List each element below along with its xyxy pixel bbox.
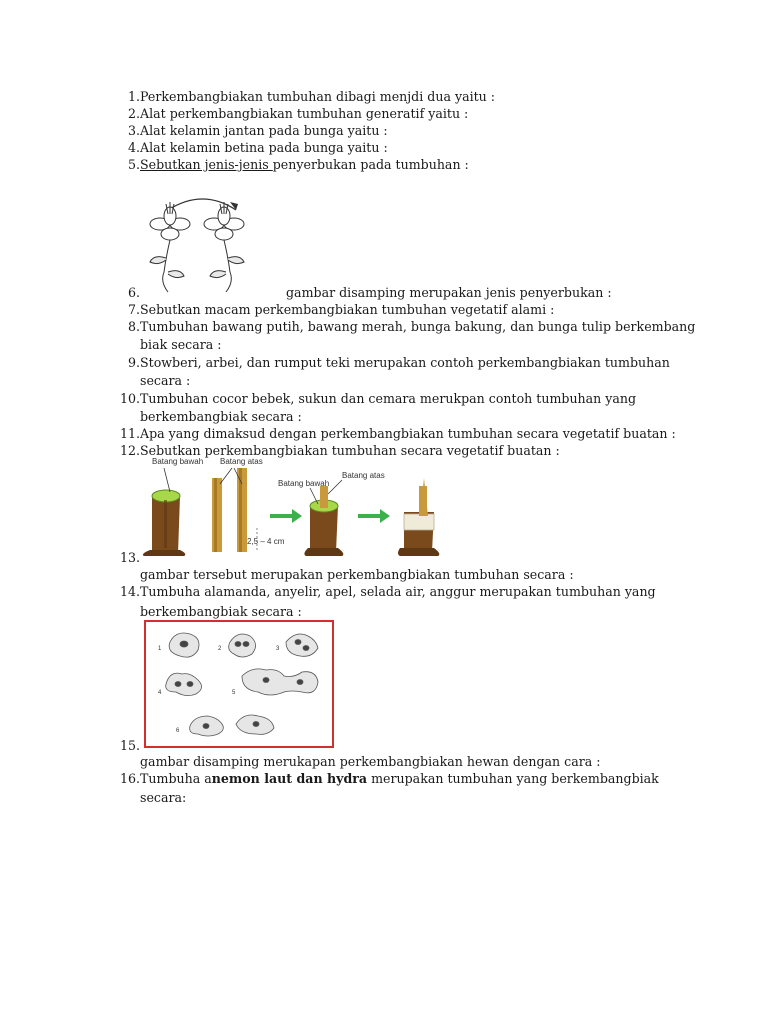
question-number: 7. <box>127 302 140 317</box>
underlined-text: Sebutkan jenis-jenis <box>140 157 273 172</box>
question-text-post: merupakan tumbuhan yang berkembangbiak <box>367 771 659 786</box>
cell-4 <box>166 673 202 695</box>
cross-pollination-figure <box>138 192 273 294</box>
question-text: Perkembangbiakan tumbuhan dibagi menjdi dua yaitu : <box>140 89 496 104</box>
step-label-4: 4 <box>158 690 162 696</box>
question-number: 6. <box>127 285 140 300</box>
question-text: Stowberi, arbei, dan rumput teki merupakan contoh perkembangbiakan tumbuhan <box>140 355 670 370</box>
question-text: Tumbuha alamanda, anyelir, apel, selada air, anggur merupakan tumbuhan yang <box>140 584 656 599</box>
question-number: 2. <box>127 106 140 121</box>
stump-2 <box>304 486 343 556</box>
stump-1 <box>143 490 185 556</box>
question-number: 16. <box>119 771 140 786</box>
question-number: 8. <box>127 319 140 334</box>
step-label-3: 3 <box>276 646 280 652</box>
step-label-2: 2 <box>218 646 222 652</box>
step-label-5: 5 <box>232 690 236 696</box>
question-number: 13. <box>119 550 140 565</box>
question-number: 11. <box>119 426 140 441</box>
question-number: 5. <box>127 157 140 172</box>
cell-5 <box>242 669 318 695</box>
question-14-continuation: berkembangbiak secara : <box>140 604 302 619</box>
question-text: Apa yang dimaksud dengan perkembangbiakan tumbuhan secara vegetatif buatan : <box>140 426 676 441</box>
question-text: Alat perkembangbiakan tumbuhan generatif yaitu : <box>140 106 469 121</box>
grafting-figure <box>142 458 452 558</box>
question-text: gambar disamping merupakan jenis penyerbukan : <box>286 285 612 300</box>
question-number: 10. <box>119 391 140 406</box>
question-text-pre: Tumbuha a <box>140 771 212 786</box>
question-16-continuation: secara: <box>140 790 187 805</box>
question-text: Alat kelamin jantan pada bunga yaitu : <box>140 123 388 138</box>
question-text: Alat kelamin betina pada bunga yaitu : <box>140 140 388 155</box>
question-number: 4. <box>127 140 140 155</box>
flower-right <box>204 202 244 292</box>
question-number: 15. <box>119 738 140 753</box>
cell-3 <box>286 634 318 656</box>
question-text <box>140 156 469 173</box>
question-10-continuation: berkembangbiak secara : <box>140 409 302 424</box>
question-number: 12. <box>119 443 140 458</box>
flower-left <box>150 202 190 292</box>
question-text: Tumbuhan cocor bebek, sukun dan cemara merukpan contoh tumbuhan yang <box>140 391 637 406</box>
question-text: Sebutkan perkembangbiakan tumbuhan secara vegetatif buatan : <box>140 443 560 458</box>
question-13-continuation: gambar tersebut merupakan perkembangbiakan tumbuhan secara : <box>140 567 574 582</box>
question-number: 9. <box>127 355 140 370</box>
green-arrow-1 <box>270 509 302 523</box>
question-9-continuation: secara : <box>140 373 191 388</box>
question-8-continuation: biak secara : <box>140 337 222 352</box>
question-15-continuation: gambar disamping merukapan perkembangbiakan hewan dengan cara : <box>140 754 601 769</box>
question-number: 1. <box>127 89 140 104</box>
question-text-rest: penyerbukan pada tumbuhan : <box>272 157 469 172</box>
stump-3 <box>398 478 439 556</box>
label-batang-atas-1: Batang atas <box>220 458 263 466</box>
cell-2 <box>229 634 256 657</box>
question-number: 14. <box>119 584 140 599</box>
question-number: 3. <box>127 123 140 138</box>
green-arrow-2 <box>358 509 390 523</box>
label-measure: 2,5 – 4 cm <box>247 537 285 546</box>
question-text <box>140 770 659 787</box>
label-batang-bawah-1: Batang bawah <box>152 458 204 466</box>
step-label-6: 6 <box>176 728 180 734</box>
label-batang-bawah-2: Batang bawah <box>278 479 330 488</box>
fission-figure <box>146 622 332 746</box>
stems <box>212 468 247 552</box>
label-batang-atas-2: Batang atas <box>342 471 385 480</box>
bold-organisms: nemon laut dan hydra <box>211 771 368 786</box>
question-text: Tumbuhan bawang putih, bawang merah, bunga bakung, dan bunga tulip berkembang <box>140 319 696 334</box>
step-label-1: 1 <box>158 646 162 652</box>
question-text: Sebutkan macam perkembangbiakan tumbuhan vegetatif alami : <box>140 302 555 317</box>
